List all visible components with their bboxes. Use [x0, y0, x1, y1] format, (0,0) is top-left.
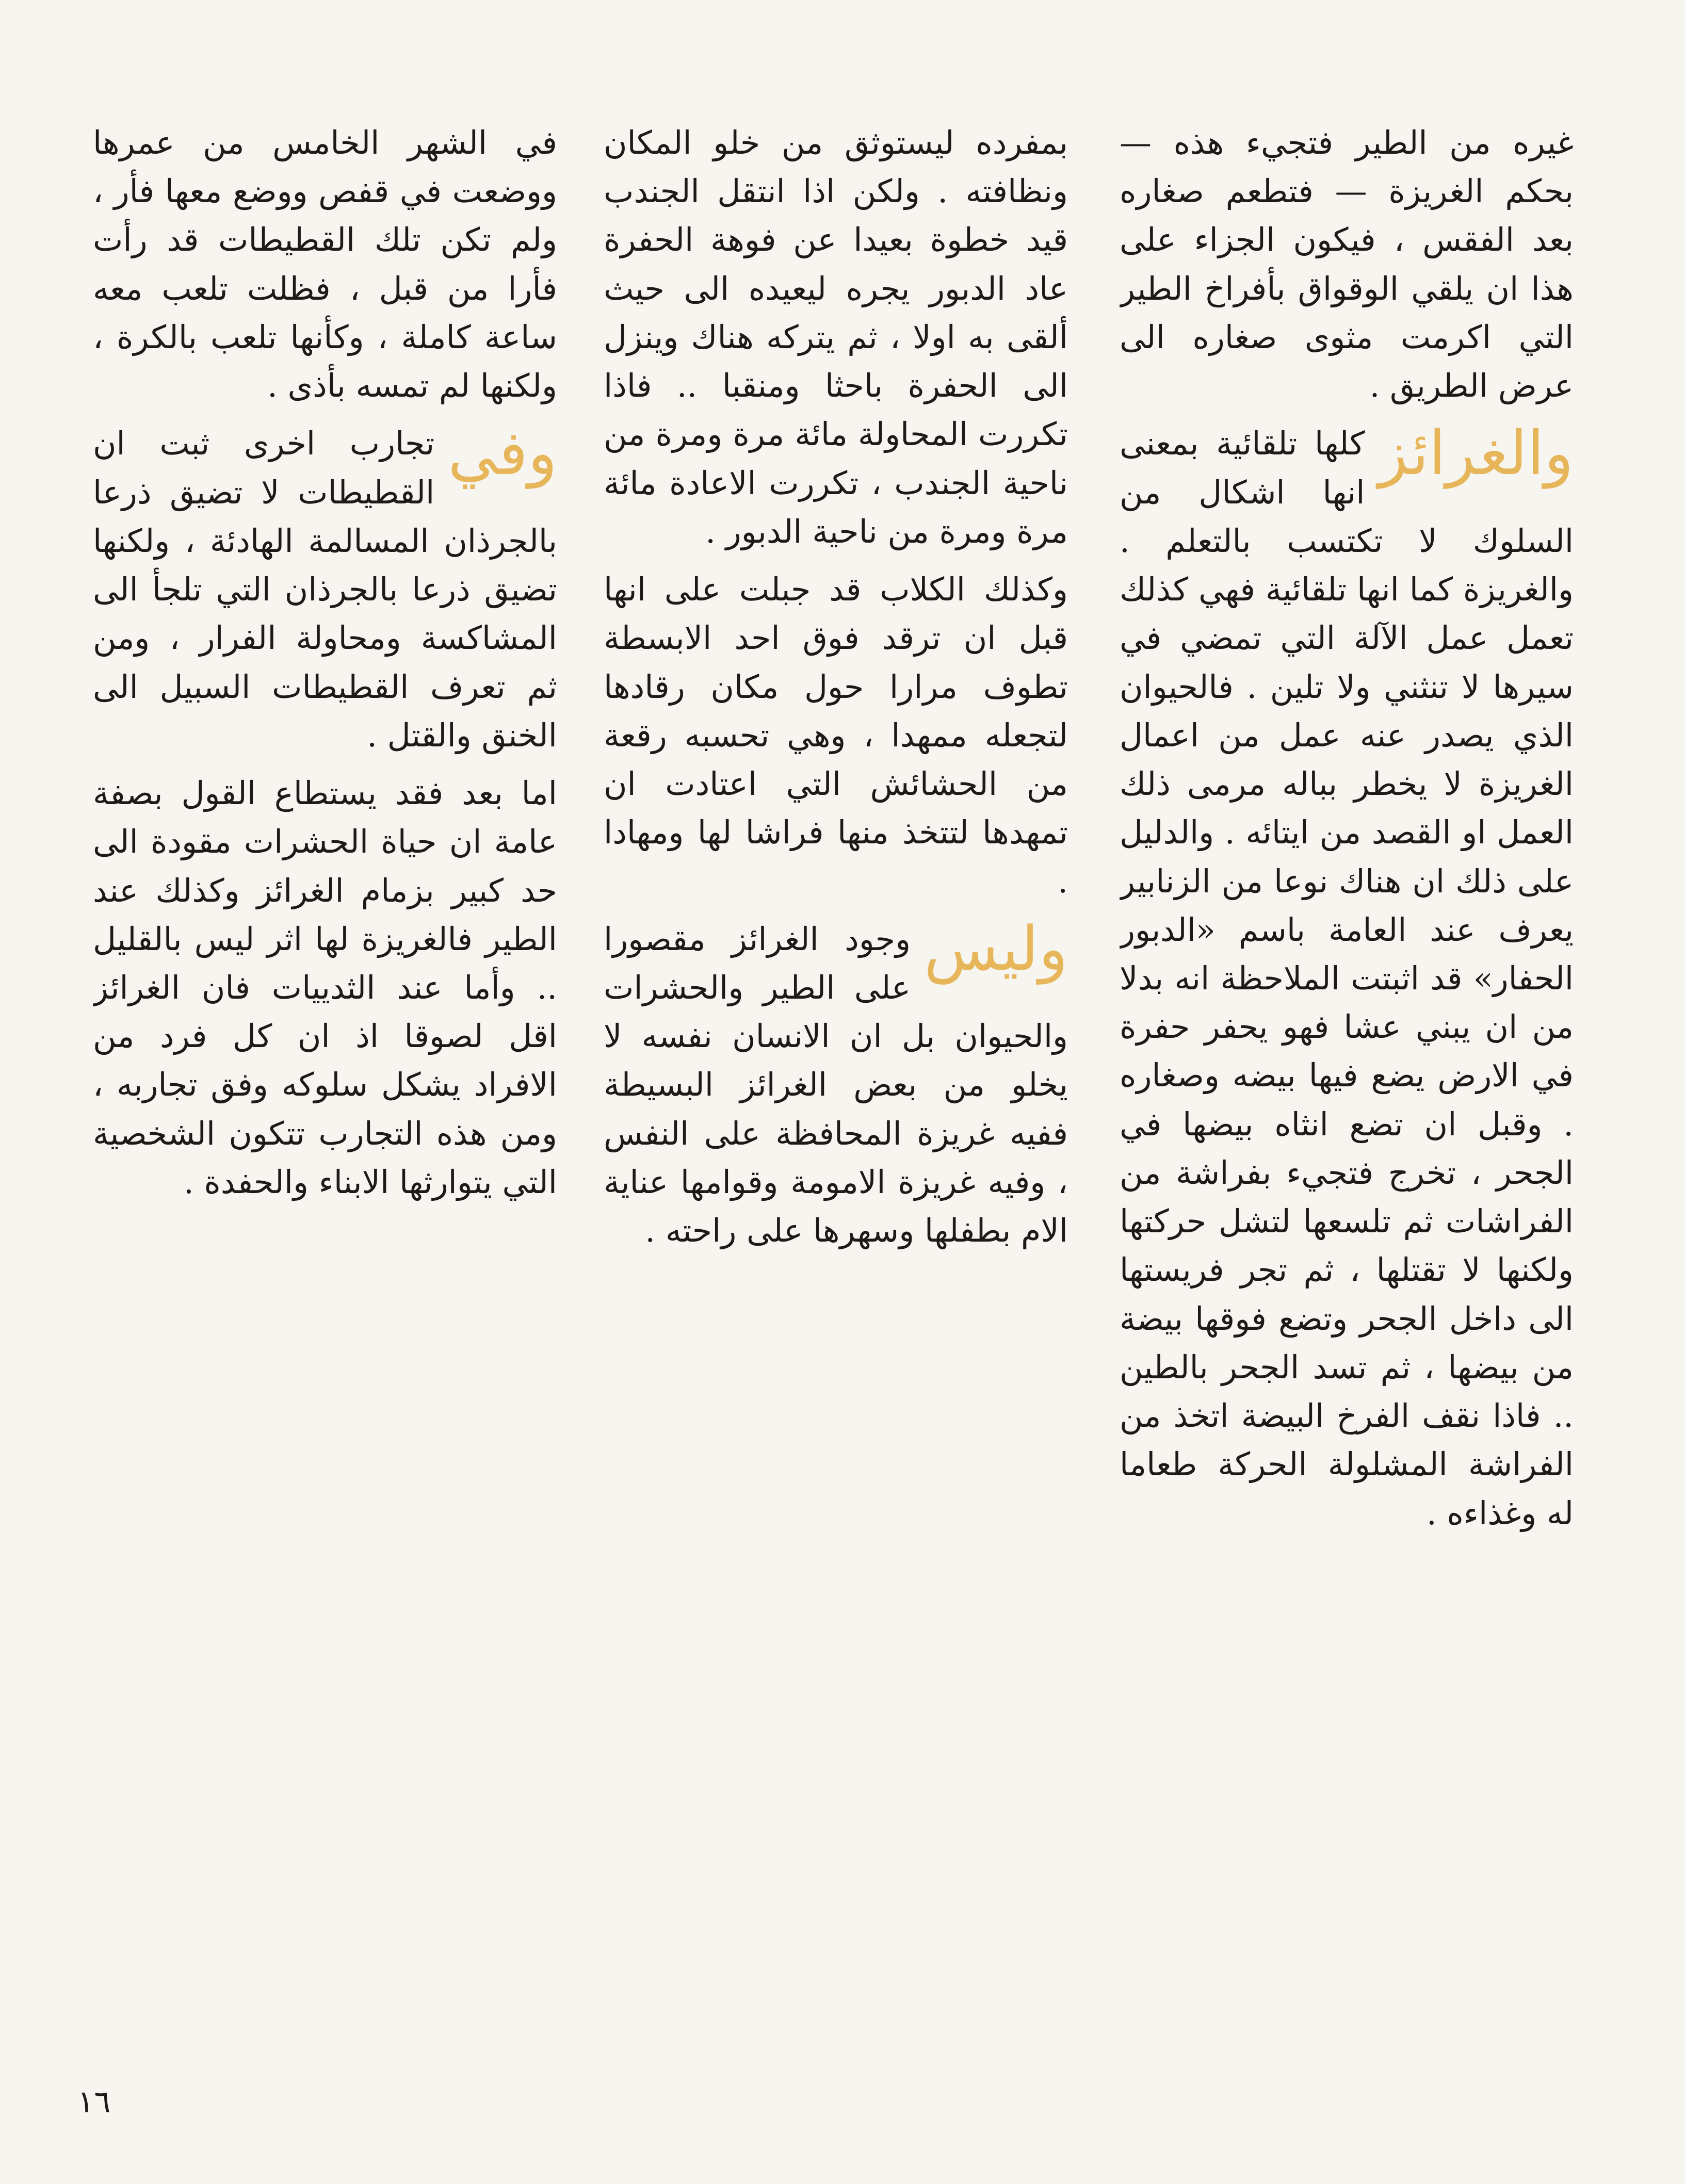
paragraph-text: وكذلك الكلاب قد جبلت على انها قبل ان ترقد فوق احد الابسطة تطوف مرارا حول مكان رقادها لتجعله ممهدا ، وهي تحسبه رقعة من الحشائش التي اعتادت ان تمهدها لتتخذ منها فراشا لها ومهادا .: [604, 571, 1068, 900]
decorative-initial: وليس: [924, 912, 1068, 984]
paragraph: [604, 119, 1068, 556]
text-column-middle: [604, 119, 1068, 2068]
paragraph-text: غيره من الطير فتجيء هذه — بحكم الغريزة — فتطعم صغاره بعد الفقس ، فيكون الجزاء على هذا ان يلقي الوقواق بأفراخ الطير التي اكرمت مثوى صغاره الى عرض الطريق .: [1120, 124, 1574, 405]
paragraph: [93, 419, 557, 760]
text-column-left: [93, 119, 557, 2068]
paragraph-text: اما بعد فقد يستطاع القول بصفة عامة ان حياة الحشرات مقودة الى حد كبير بزمام الغرائز وكذلك عند الطير فالغريزة لها اثر ليس بالقليل .. وأما عند الثدييات فان الغرائز اقل لصوقا اذ ان كل فرد من الافراد يشكل سلوكه وفق تجاربه ، ومن هذه التجارب تتكون الشخصية التي يتوارثها الابناء والحفدة .: [93, 774, 557, 1201]
decorative-initial: والغرائز: [1378, 417, 1574, 489]
text-column-right: [1120, 119, 1574, 2068]
paragraph-text: تجارب اخرى ثبت ان القطيطات لا تضيق ذرعا بالجرذان المسالمة الهادئة ، ولكنها تضيق ذرعا بالجرذان التي تلجأ الى المشاكسة ومحاولة الفرار ، ومن ثم تعرف القطيطات السبيل الى الخنق والقتل .: [93, 425, 557, 754]
paragraph: [93, 769, 557, 1207]
paragraph: [604, 912, 1068, 1256]
paragraph-text: بمفرده ليستوثق من خلو المكان ونظافته . ولكن اذا انتقل الجندب قيد خطوة بعيدا عن فوهة الحفرة عاد الدبور يجره ليعيده الى حيث ألقى به اولا ، ثم يتركه هناك وينزل الى الحفرة باحثا ومنقبا .. فاذا تكررت المحاولة مائة مرة ومرة من ناحية الجندب ، تكررت الاعادة مائة مرة ومرة من ناحية الدبور .: [604, 124, 1068, 550]
paragraph-text: وجود الغرائز مقصورا على الطير والحشرات والحيوان بل ان الانسان نفسه لا يخلو من بعض الغرائز البسيطة ففيه غريزة المحافظة على النفس ، وفيه غريزة الامومة وقوامها عناية الام بطفلها وسهرها على راحته .: [604, 920, 1068, 1250]
paragraph-text: في الشهر الخامس من عمرها ووضعت في قفص ووضع معها فأر ، ولم تكن تلك القطيطات قد رأت فأرا من قبل ، فظلت تلعب معه ساعة كاملة ، وكأنها تلعب بالكرة ، ولكنها لم تمسه بأذى .: [93, 124, 557, 405]
paragraph: [1120, 419, 1574, 1537]
paragraph: [604, 565, 1068, 906]
paragraph: [93, 119, 557, 410]
page-number: ١٦: [77, 2084, 111, 2120]
decorative-initial: وفي: [448, 417, 557, 489]
paragraph: [1120, 119, 1574, 410]
paragraph-text: كلها تلقائية بمعنى انها اشكال من السلوك لا تكتسب بالتعلم . والغريزة كما انها تلقائية فهي كذلك تعمل عمل الآلة التي تمضي في سيرها لا تنثني ولا تلين . فالحيوان الذي يصدر عنه عمل من اعمال الغريزة لا يخطر بباله مرمى ذلك العمل او القصد من ايتائه . والدليل على ذلك ان هناك نوعا من الزنابير يعرف عند العامة باسم «الدبور الحفار» قد اثبتت الملاحظة انه بدلا من ان يبني عشا فهو يحفر حفرة في الارض يضع فيها بيضه وصغاره . وقبل ان تضع انثاه بيضها في الجحر ، تخرج فتجيء بفراشة من الفراشات ثم تلسعها لتشل حركتها ولكنها لا تقتلها ، ثم تجر فريستها الى داخل الجحر وتضع فوقها بيضة من بيضها ، ثم تسد الجحر بالطين .. فاذا نقف الفرخ البيضة اتخذ من الفراشة المشلولة الحركة طعاما له وغذاءه .: [1120, 425, 1574, 1532]
